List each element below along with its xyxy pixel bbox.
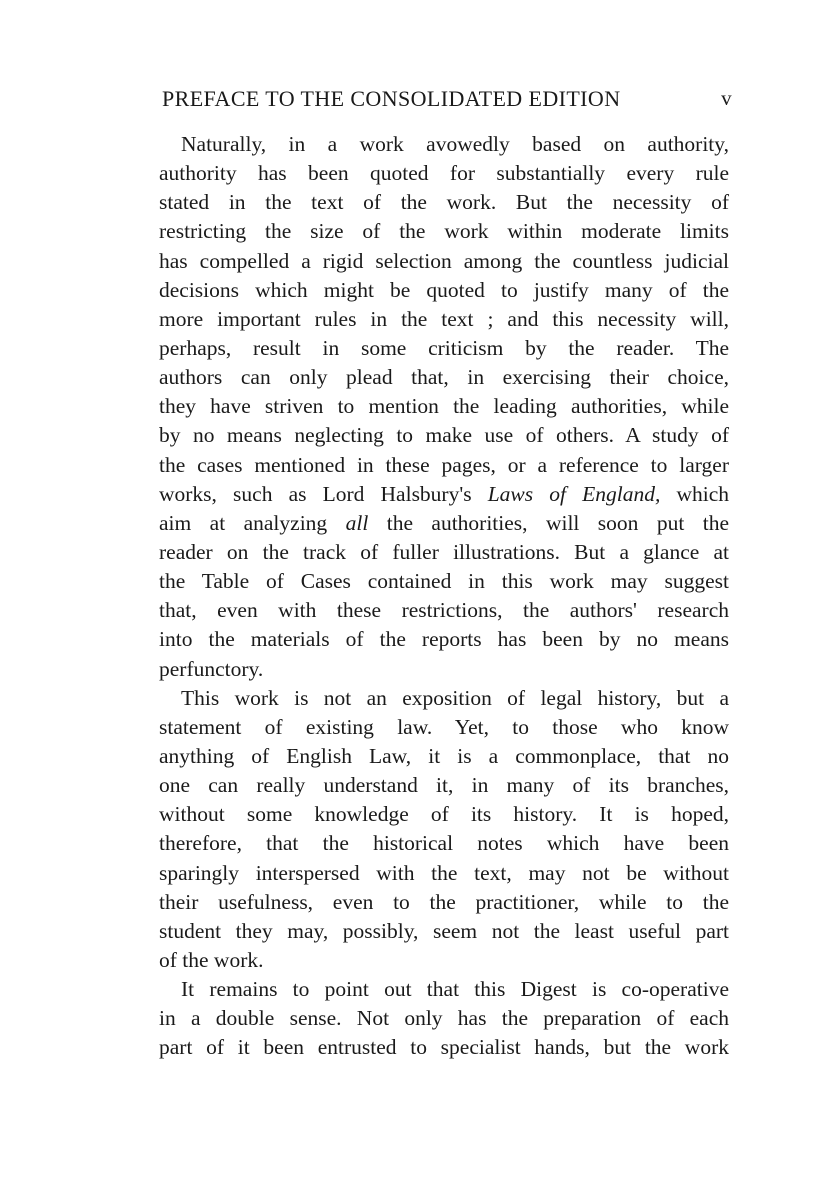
- italic-emphasis: all: [345, 510, 369, 535]
- text-line: anything of English Law, it is a commonplace, that no: [159, 743, 729, 768]
- text-line: therefore, that the historical notes which have been: [159, 831, 729, 856]
- running-title: PREFACE TO THE CONSOLIDATED EDITION: [162, 86, 621, 111]
- italic-title: Laws of England,: [487, 481, 661, 506]
- page-number: v: [721, 86, 732, 110]
- text-line: the Table of Cases contained in this work may suggest: [159, 569, 729, 594]
- text-line: restricting the size of the work within moderate limits: [159, 219, 729, 244]
- text-line: [159, 509, 729, 538]
- text-line: their usefulness, even to the practitioner, while to the: [159, 889, 729, 914]
- text-line: reader on the track of fuller illustrations. But a glance at: [159, 539, 729, 564]
- text-line: student they may, possibly, seem not the least useful part: [159, 918, 729, 943]
- text-line: without some knowledge of its history. It is hoped,: [159, 802, 729, 827]
- text-line: decisions which might be quoted to justify many of the: [159, 277, 729, 302]
- body-text: [159, 130, 729, 1063]
- text-line: of the work.: [159, 947, 264, 972]
- text-segment: which: [676, 481, 730, 506]
- text-line: in a double sense. Not only has the preparation of each: [159, 1006, 729, 1031]
- text-segment: the authorities, will soon put the: [386, 510, 730, 535]
- text-line: perfunctory.: [159, 656, 264, 681]
- text-line: It remains to point out that this Digest is co-operative: [181, 977, 729, 1002]
- text-line: that, even with these restrictions, the authors' research: [159, 598, 729, 623]
- text-segment: aim at analyzing: [159, 510, 328, 535]
- text-line: has compelled a rigid selection among the countless judicial: [159, 248, 729, 273]
- text-line: Naturally, in a work avowedly based on authority,: [181, 132, 729, 156]
- text-line: sparingly interspersed with the text, may not be without: [159, 860, 729, 885]
- text-segment: works, such as Lord Halsbury's: [159, 481, 472, 506]
- text-line: the cases mentioned in these pages, or a reference to larger: [159, 452, 729, 477]
- text-line: authors can only plead that, in exercising their choice,: [159, 365, 729, 390]
- text-line: authority has been quoted for substantially every rule: [159, 161, 729, 186]
- text-line: more important rules in the text ; and this necessity will,: [159, 306, 729, 331]
- text-line: perhaps, result in some criticism by the reader. The: [159, 335, 729, 360]
- text-line: [159, 480, 729, 509]
- text-line: by no means neglecting to make use of others. A study of: [159, 423, 729, 448]
- running-header: [162, 86, 732, 116]
- text-line: part of it been entrusted to specialist hands, but the work: [159, 1035, 729, 1060]
- text-line: one can really understand it, in many of its branches,: [159, 773, 729, 798]
- text-line: statement of existing law. Yet, to those who know: [159, 714, 729, 739]
- text-line: they have striven to mention the leading authorities, while: [159, 394, 729, 419]
- text-line: stated in the text of the work. But the necessity of: [159, 190, 729, 215]
- text-line: This work is not an exposition of legal history, but a: [181, 685, 729, 710]
- text-line: into the materials of the reports has been by no means: [159, 627, 729, 652]
